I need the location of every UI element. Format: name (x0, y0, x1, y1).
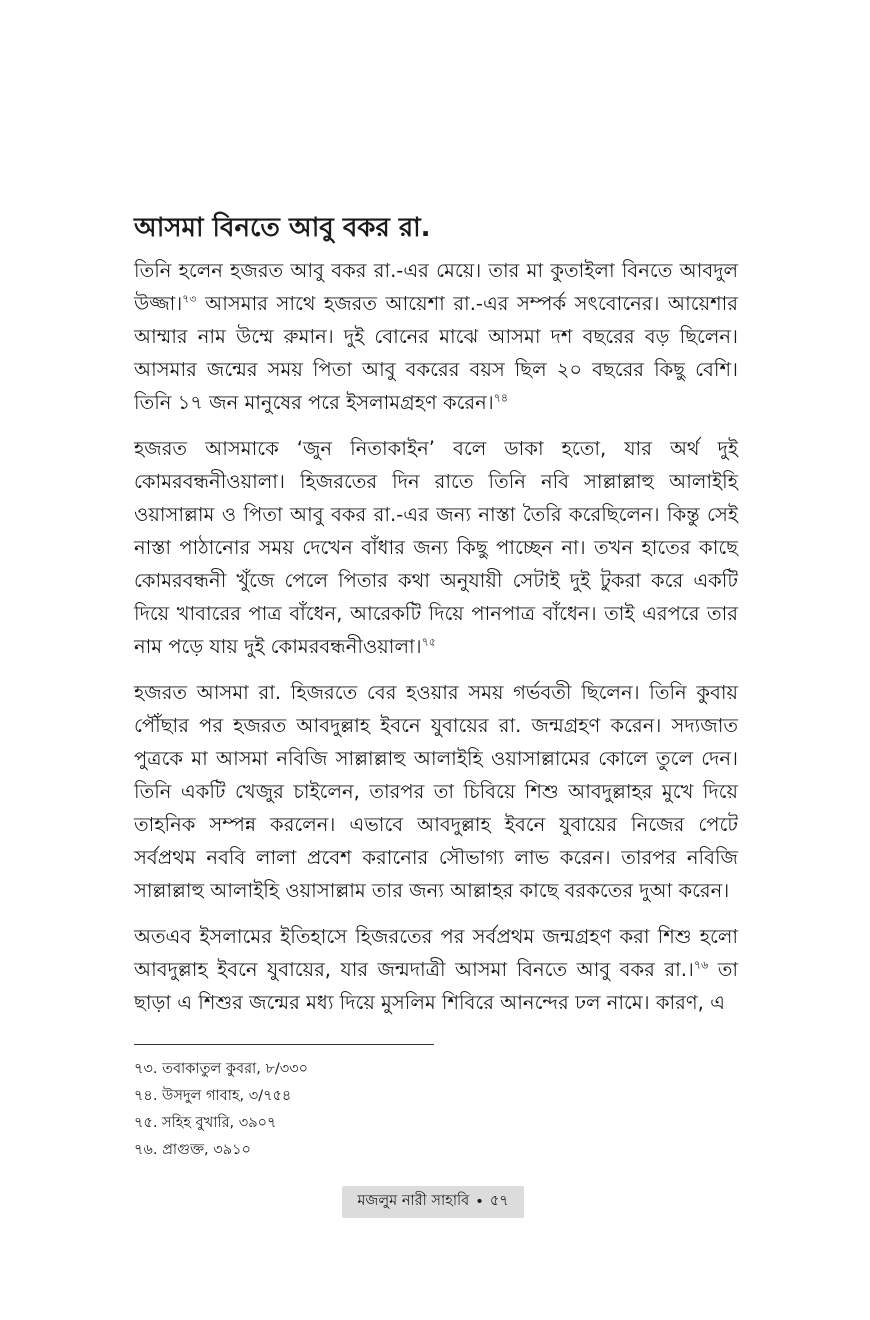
footnote-ref: ৭৩ (182, 292, 197, 306)
paragraph-text: তা ছাড়া এ শিশুর জন্মের মধ্য দিয়ে মুসলিম শিবিরে আনন্দের ঢল নামে। কারণ, এ (134, 958, 738, 1014)
paragraph-text: তিনি হলেন হজরত আবু বকর রা.-এর মেয়ে। তার মা কুতাইলা বিনতে আবদুল উজ্জা। (134, 259, 738, 315)
paragraph-text: হজরত আসমাকে ‘জুন নিতাকাইন’ বলে ডাকা হতো, যার অর্থ দুই কোমরবন্ধনীওয়ালা। হিজরতের দিন রাতে তিনি নবি সাল্লাল্লাহু আলাইহি ওয়াসাল্লাম ও পিতা আবু বকর রা.-এর জন্য নাস্তা তৈরি করেছিলেন। কিন্তু সেই নাস্তা পাঠানোর সময় দেখেন বাঁধার জন্য কিছু পাচ্ছেন না। তখন হাতের কাছে কোমরবন্ধনী খুঁজে পেলে পিতার কথা অনুযায়ী সেটাই দুই টুকরা করে একটি দিয়ে খাবারের পাত্র বাঁধেন, আরেকটি দিয়ে পানপাত্র বাঁধেন। তাই এরপরে তার নাম পড়ে যায় দুই কোমরবন্ধনীওয়ালা। (134, 437, 738, 658)
paragraph-4 (134, 920, 738, 1019)
paragraph-text: অতএব ইসলামের ইতিহাসে হিজরতের পর সর্বপ্রথম জন্মগ্রহণ করা শিশু হলো আবদুল্লাহ ইবনে যুবায়ের, যার জন্মদাত্রী আসমা বিনতে আবু বকর রা.। (134, 925, 738, 981)
separator-dot: • (475, 1194, 484, 1210)
paragraph-text: আসমার সাথে হজরত আয়েশা রা.-এর সম্পর্ক সৎবোনের। আয়েশার আম্মার নাম উম্মে রুমান। দুই বোনের মাঝে আসমা দশ বছরের বড় ছিলেন। আসমার জন্মের সময় পিতা আবু বকরের বয়স ছিল ২০ বছরের কিছু বেশি। তিনি ১৭ জন মানুষের পরে ইসলামগ্রহণ করেন। (134, 292, 738, 414)
book-title: মজলুম নারী সাহাবি (357, 1193, 470, 1209)
paragraph-2 (134, 432, 738, 663)
page-footer (342, 1186, 524, 1218)
footnote-ref: ৭৫ (421, 635, 436, 649)
footnote-ref: ৭৬ (693, 958, 709, 972)
footnote-item: ৭৫. সহিহ বুখারি, ৩৯০৭ (134, 1115, 277, 1131)
section-heading: আসমা বিনতে আবু বকর রা. (134, 213, 431, 243)
footnote-item: ৭৬. প্রাগুক্ত, ৩৯১০ (134, 1142, 251, 1158)
main-content (134, 208, 738, 1032)
footnote-item: ৭৪. উসদুল গাবাহ, ৩/৭৫৪ (134, 1088, 292, 1104)
footnote-ref: ৭৪ (493, 391, 509, 405)
footnote-list (134, 1056, 634, 1164)
footnote-divider (134, 1044, 434, 1045)
paragraph-1 (134, 254, 738, 419)
page-number: ৫৭ (489, 1193, 509, 1209)
paragraph-3 (134, 676, 738, 907)
paragraph-text: হজরত আসমা রা. হিজরতে বের হওয়ার সময় গর্ভবতী ছিলেন। তিনি কুবায় পৌঁছার পর হজরত আবদুল্লাহ ইবনে যুবায়ের রা. জন্মগ্রহণ করেন। সদ্যজাত পুত্রকে মা আসমা নবিজি সাল্লাল্লাহু আলাইহি ওয়াসাল্লামের কোলে তুলে দেন। তিনি একটি খেজুর চাইলেন, তারপর তা চিবিয়ে শিশু আবদুল্লাহর মুখে দিয়ে তাহনিক সম্পন্ন করলেন। এভাবে আবদুল্লাহ ইবনে যুবায়ের নিজের পেটে সর্বপ্রথম নববি লালা প্রবেশ করানোর সৌভাগ্য লাভ করেন। তারপর নবিজি সাল্লাল্লাহু আলাইহি ওয়াসাল্লাম তার জন্য আল্লাহর কাছে বরকতের দুআ করেন। (134, 681, 738, 902)
footnote-item: ৭৩. তবাকাতুল কুবরা, ৮/৩৩০ (134, 1061, 309, 1077)
